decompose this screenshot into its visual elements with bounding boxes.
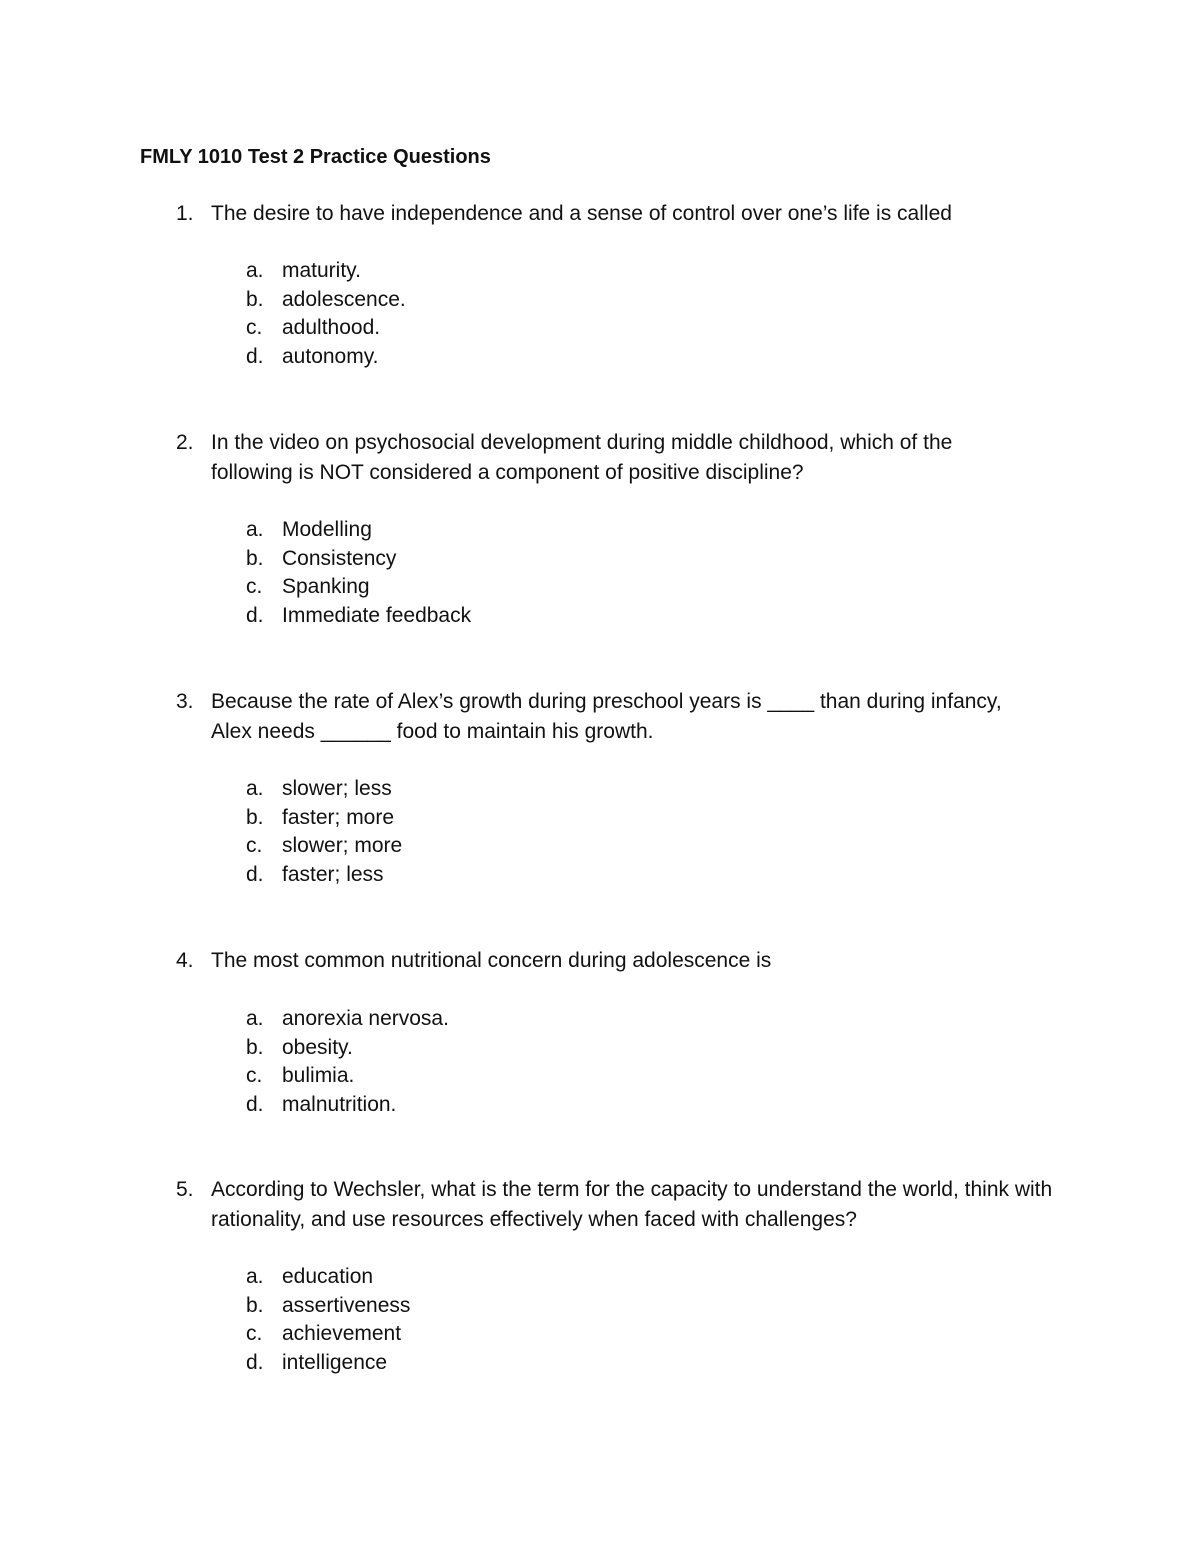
option-letter: c. [246,1064,263,1087]
option-letter: c. [246,834,263,857]
option-text: obesity. [282,1036,353,1059]
answer-option-b [0,803,1200,832]
question-text: In the video on psychosocial development during middle childhood, which of the following is NOT considered a component of positive discipline? [211,431,953,484]
option-text: maturity. [282,259,361,282]
answer-option-c [0,572,1200,601]
option-text: autonomy. [282,345,379,368]
option-letter: c. [246,575,263,598]
option-letter: b. [246,806,264,829]
answer-option-c [0,313,1200,342]
option-letter: a. [246,259,264,282]
option-text: assertiveness [282,1294,411,1317]
answer-option-b [0,544,1200,573]
option-letter: c. [246,1322,263,1345]
answer-option-d [0,601,1200,630]
option-letter: c. [246,316,263,339]
option-text: adolescence. [282,288,406,311]
option-text: faster; less [282,863,384,886]
option-text: faster; more [282,806,395,829]
answer-option-a [0,256,1200,285]
question-number: 4. [176,949,194,972]
answer-option-a [0,774,1200,803]
question-number: 2. [176,431,194,454]
option-text: adulthood. [282,316,381,339]
answer-option-c [0,1061,1200,1090]
option-letter: a. [246,777,264,800]
option-text: bulimia. [282,1064,355,1087]
question-text: Because the rate of Alex’s growth during preschool years is ____ than during infancy, Alex needs ______ food to maintain his growth. [211,690,1002,743]
question-text: The most common nutritional concern during adolescence is [211,949,772,972]
option-text: slower; more [282,834,403,857]
answer-option-b [0,285,1200,314]
answer-option-d [0,1348,1200,1377]
option-text: achievement [282,1322,402,1345]
option-letter: b. [246,1036,264,1059]
question-number: 1. [176,202,194,225]
question-text: According to Wechsler, what is the term for the capacity to understand the world, think with rationality, and use resources effectively when faced with challenges? [211,1178,1053,1231]
option-text: Spanking [282,575,370,598]
option-text: Immediate feedback [282,604,472,627]
option-letter: b. [246,288,264,311]
option-letter: a. [246,1007,264,1030]
option-letter: a. [246,1265,264,1288]
option-text: Consistency [282,547,397,570]
option-letter: d. [246,1351,264,1374]
option-letter: d. [246,604,264,627]
option-letter: a. [246,518,264,541]
option-letter: b. [246,1294,264,1317]
answer-option-c [0,831,1200,860]
answer-option-a [0,1262,1200,1291]
answer-option-b [0,1291,1200,1320]
document-title: FMLY 1010 Test 2 Practice Questions [140,146,491,168]
option-text: Modelling [282,518,372,541]
option-letter: d. [246,1093,264,1116]
option-letter: d. [246,345,264,368]
answer-option-d [0,1090,1200,1119]
question-number: 3. [176,690,194,713]
question-text: The desire to have independence and a sense of control over one’s life is called [211,202,952,225]
answer-option-b [0,1033,1200,1062]
option-letter: b. [246,547,264,570]
option-text: malnutrition. [282,1093,397,1116]
option-text: anorexia nervosa. [282,1007,449,1030]
answer-option-d [0,342,1200,371]
option-text: education [282,1265,374,1288]
option-text: slower; less [282,777,392,800]
answer-option-a [0,1004,1200,1033]
answer-option-c [0,1319,1200,1348]
answer-option-d [0,860,1200,889]
option-letter: d. [246,863,264,886]
answer-option-a [0,515,1200,544]
option-text: intelligence [282,1351,388,1374]
question-number: 5. [176,1178,194,1201]
